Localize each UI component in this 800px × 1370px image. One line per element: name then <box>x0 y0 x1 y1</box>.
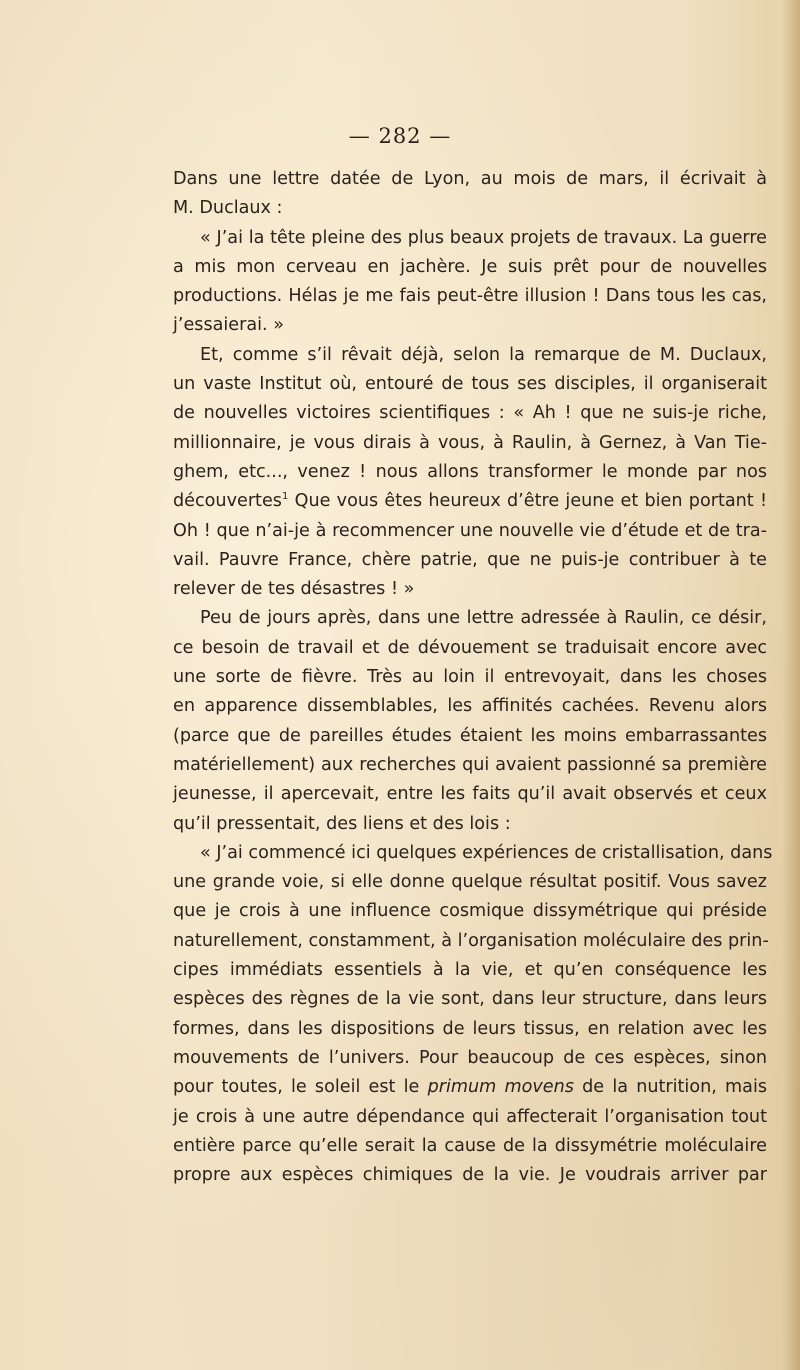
text-line: formes, dans les dispositions de leurs tissus, en relation avec les <box>173 1018 767 1039</box>
text-segment: pour toutes, le soleil est le <box>173 1077 420 1098</box>
text-line: a mis mon cerveau en jachère. Je suis prêt pour de nouvelles <box>173 256 767 277</box>
text-line: jeunesse, il apercevait, entre les faits qu’il avait observés et ceux <box>173 784 767 805</box>
text-line: productions. Hélas je me fais peut-être illusion ! Dans tous les cas, <box>173 286 767 307</box>
text-line: en apparence dissemblables, les affinités cachées. Revenu alors <box>173 696 767 717</box>
text-segment: de la nutrition, mais <box>582 1077 767 1098</box>
text-line: ghem, etc..., venez ! nous allons transformer le monde par nos <box>173 461 767 482</box>
text-line: naturellement, constamment, à l’organisation moléculaire des prin- <box>173 930 769 951</box>
text-line: qu’il pressentait, des liens et des lois : <box>173 813 511 834</box>
text-line: un vaste Institut où, entouré de tous ses disciples, il organiserait <box>173 374 767 395</box>
page-number: — 282 — <box>348 124 452 148</box>
text-line: « J’ai la tête pleine des plus beaux projets de travaux. La guerre <box>200 227 767 248</box>
text-line: matériellement) aux recherches qui avaient passionné sa première <box>173 754 767 775</box>
text-line: vail. Pauvre France, chère patrie, que ne puis-je contribuer à te <box>173 549 767 570</box>
italic-phrase: primum movens <box>427 1077 574 1098</box>
text-line: une grande voie, si elle donne quelque résultat positif. Vous savez <box>173 872 767 893</box>
text-line: une sorte de fièvre. Très au loin il entrevoyait, dans les choses <box>173 667 767 688</box>
text-line: « J’ai commencé ici quelques expériences de cristallisation, dans <box>200 842 773 863</box>
page-edge-shadow <box>782 0 800 1370</box>
text-line: (parce que de pareilles études étaient les moins embarrassantes <box>173 725 767 746</box>
text-line: Dans une lettre datée de Lyon, au mois de mars, il écrivait à <box>173 169 767 189</box>
text-line: millionnaire, je vous dirais à vous, à Raulin, à Gernez, à Van Tie- <box>173 432 767 453</box>
text-line: que je crois à une influence cosmique dissymétrique qui préside <box>173 901 767 922</box>
text-segment: découvertes <box>173 491 282 512</box>
text-line: relever de tes désastres ! » <box>173 579 415 600</box>
text-line: de nouvelles victoires scientifiques : « Ah ! que ne suis-je riche, <box>173 403 767 424</box>
text-line: Et, comme s’il rêvait déjà, selon la remarque de M. Duclaux, <box>200 344 767 365</box>
text-line: mouvements de l’univers. Pour beaucoup de ces espèces, sinon <box>173 1047 767 1068</box>
text-line: je crois à une autre dépendance qui affecterait l’organisation tout <box>173 1106 767 1127</box>
text-line: cipes immédiats essentiels à la vie, et qu’en conséquence les <box>173 960 767 981</box>
footnote-marker: 1 <box>281 491 289 503</box>
text-segment: Que vous êtes heureux d’être jeune et bien portant ! <box>294 491 767 512</box>
text-line: entière parce qu’elle serait la cause de la dissymétrie moléculaire <box>173 1135 767 1156</box>
text-line: Peu de jours après, dans une lettre adressée à Raulin, ce désir, <box>200 608 767 629</box>
text-line: propre aux espèces chimiques de la vie. Je voudrais arriver par <box>173 1165 767 1186</box>
text-line: ce besoin de travail et de dévouement se traduisait encore avec <box>173 637 767 658</box>
text-line-with-italic <box>173 1073 767 1102</box>
text-line: M. Duclaux : <box>173 198 283 219</box>
text-line: Oh ! que n’ai-je à recommencer une nouvelle vie d’étude et de tra- <box>173 520 767 541</box>
text-line: j’essaierai. » <box>173 315 284 336</box>
text-line-with-footnote <box>173 487 767 516</box>
text-line: espèces des règnes de la vie sont, dans leur structure, dans leurs <box>173 989 767 1010</box>
body-text <box>173 165 773 1190</box>
